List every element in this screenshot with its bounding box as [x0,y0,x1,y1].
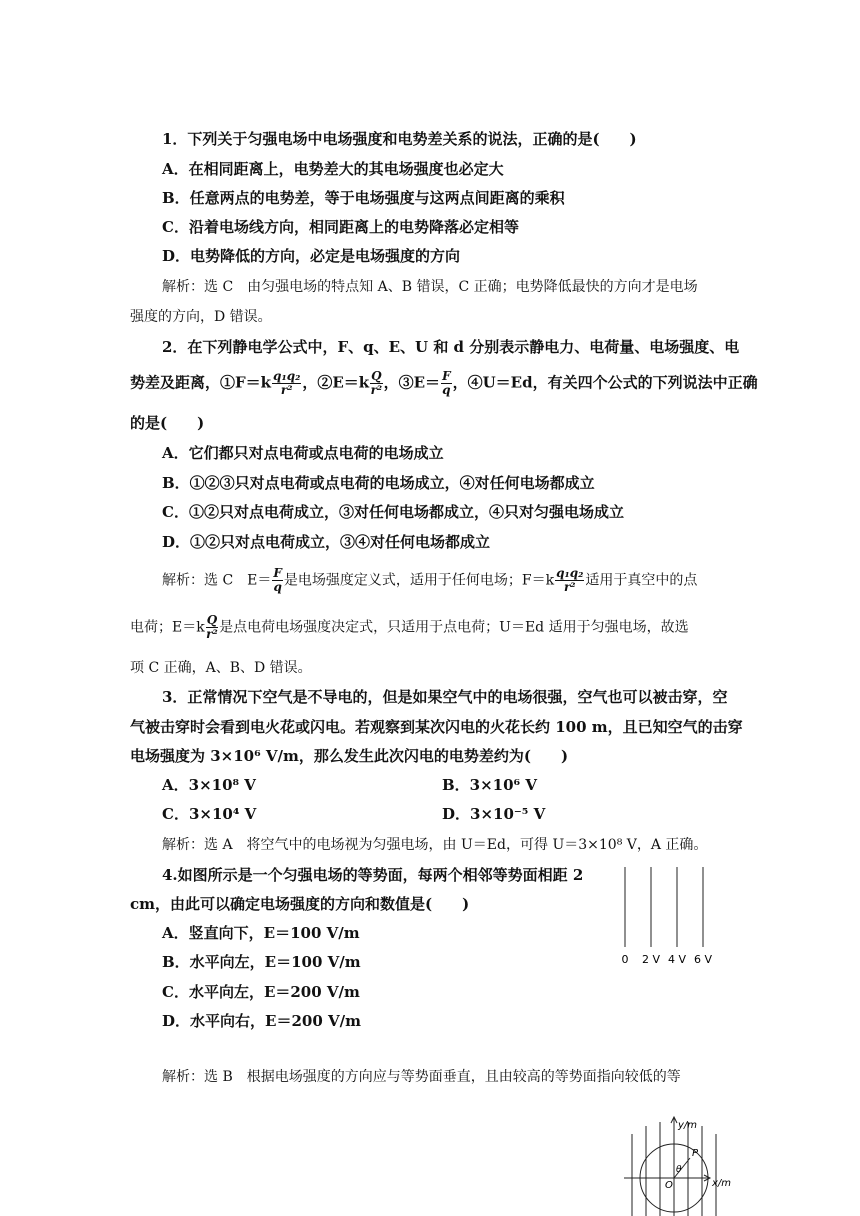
q2-solution-line3: 项 C 正确，A、B、D 错误。 [130,660,312,676]
fraction-numerator: q₁q₂ [273,369,301,383]
q1-solution-line2: 强度的方向，D 错误。 [130,309,272,325]
q2-line2-part-b: ，②E＝k [302,373,370,392]
fraction-denominator: q [442,383,451,397]
formula-1-fraction [272,370,301,397]
y-axis-label: y/m [678,1120,698,1131]
q1-option-d: D．电势降低的方向，必定是电场强度的方向 [162,247,461,265]
q1-option-b: B．任意两点的电势差，等于电场强度与这两点间距离的乘积 [162,189,565,207]
q2-solution-line2 [130,614,689,641]
q2-line3: 的是( ) [130,414,205,432]
q3-option-b: B．3×10⁶ V [442,776,537,794]
q2-sol1-part-c: 适用于真空中的点 [585,572,698,589]
q2-line1: 2．在下列静电学公式中，F、q、E、U 和 d 分别表示静电力、电荷量、电场强度、电 [162,338,740,356]
q4-option-c: C．水平向左，E＝200 V/m [162,983,360,1001]
q2-line2-part-c: ，③E＝ [383,373,441,392]
q4-option-d: D．水平向右，E＝200 V/m [162,1012,361,1030]
q1-option-a: A．在相同距离上，电势差大的其电场强度也必定大 [162,160,504,178]
potential-label-6v: 6 V [693,953,713,966]
q3-option-c: C．3×10⁴ V [162,805,257,823]
q2-sol1-part-b: 是电场强度定义式，适用于任何电场；F＝k [283,572,555,589]
fraction-denominator: r² [563,580,576,594]
q3-line1: 3．正常情况下空气是不导电的，但是如果空气中的电场很强，空气也可以被击穿，空 [162,688,728,706]
q3-option-d: D．3×10⁻⁵ V [442,805,546,823]
q2-option-c: C．①②只对点电荷成立，③对任何电场都成立，④只对匀强电场成立 [162,503,624,521]
potential-label-0: 0 [621,953,629,966]
formula-2-fraction [370,370,382,397]
fraction-denominator: r² [370,383,383,397]
potential-label-4v: 4 V [667,953,687,966]
fraction-numerator: q₁q₂ [556,566,584,580]
point-p-label: P [692,1148,699,1159]
q1-solution-line1: 解析：选 C 由匀强电场的特点知 A、B 错误，C 正确；电势降低最快的方向才是电场 [162,279,698,295]
q2-sol2-part-a: 电荷；E＝k [130,619,205,636]
origin-label: O [665,1180,673,1191]
q2-option-b: B．①②③只对点电荷或点电荷的电场成立，④对任何电场都成立 [162,474,595,492]
fraction-numerator: Q [371,369,382,383]
formula-3-fraction [441,370,452,397]
q2-line2-part-d: ，④U＝Ed，有关四个公式的下列说法中正确 [452,373,758,392]
q1-option-c: C．沿着电场线方向，相同距离上的电势降落必定相等 [162,218,519,236]
q2-sol1-part-a: 解析：选 C E＝ [162,572,272,589]
q3-option-a: A．3×10⁸ V [162,776,256,794]
q1-stem: 1．下列关于匀强电场中电场强度和电势差关系的说法，正确的是( ) [162,130,637,148]
q4-solution: 解析：选 B 根据电场强度的方向应与等势面垂直，且由较高的等势面指向较低的等 [162,1069,681,1085]
fraction-numerator: F [442,369,451,383]
q4-option-b: B．水平向左，E＝100 V/m [162,953,361,971]
fraction-numerator: F [273,566,282,580]
fraction-denominator: r² [206,627,218,641]
sol-fraction-q-over-r2 [206,614,218,641]
q2-line2 [130,370,758,397]
q4-line1: 4.如图所示是一个匀强电场的等势面，每两个相邻等势面相距 2 [162,866,584,884]
q4-option-a: A．竖直向下，E＝100 V/m [162,924,360,942]
fraction-numerator: Q [206,613,218,627]
angle-label: θ [676,1165,682,1175]
q2-option-a: A．它们都只对点电荷或点电荷的电场成立 [162,444,444,462]
q2-solution-line1 [162,567,697,594]
q2-sol2-part-b: 是点电荷电场强度决定式，只适用于点电荷；U＝Ed 适用于匀强电场，故选 [219,619,689,636]
fraction-denominator: q [273,580,282,594]
q2-line2-part-a: 势差及距离，①F＝k [130,373,272,392]
field-circle-figure [620,1114,740,1216]
q3-solution: 解析：选 A 将空气中的电场视为匀强电场，由 U＝Ed，可得 U＝3×10⁸ V，A 正确。 [162,837,708,853]
sol-fraction-f-over-q [272,567,283,594]
fraction-denominator: r² [280,383,293,397]
potential-label-2v: 2 V [641,953,661,966]
q3-line3: 电场强度为 3×10⁶ V/m，那么发生此次闪电的电势差约为( ) [130,747,569,765]
equipotential-figure [610,862,720,972]
q4-line2: cm，由此可以确定电场强度的方向和数值是( ) [130,895,470,913]
q2-option-d: D．①②只对点电荷成立，③④对任何电场都成立 [162,533,491,551]
x-axis-label: x/m [712,1178,732,1189]
q3-line2: 气被击穿时会看到电火花或闪电。若观察到某次闪电的火花长约 100 m，且已知空气的击穿 [130,718,743,736]
sol-fraction-q1q2-over-r2 [555,567,584,594]
